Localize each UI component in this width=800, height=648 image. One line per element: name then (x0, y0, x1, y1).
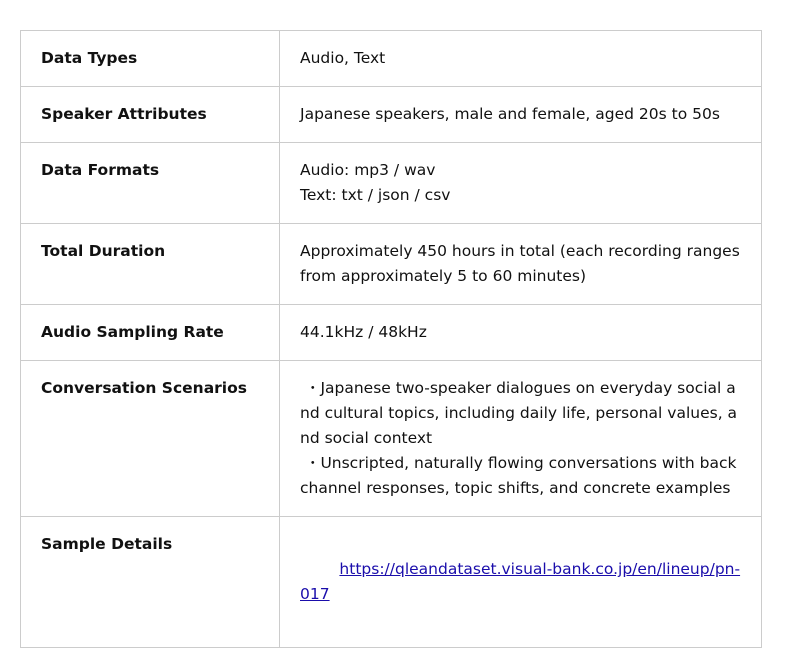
row-value-total-duration: Approximately 450 hours in total (each recording ranges from approximately 5 to 60 minutes) (280, 224, 762, 305)
row-label-data-types: Data Types (21, 31, 280, 87)
row-label-speaker-attributes: Speaker Attributes (21, 87, 280, 143)
row-value-conversation-scenarios: ・Japanese two-speaker dialogues on everyday social and cultural topics, including daily life, personal values, and social context ・Unscripted, naturally flowing conversations with backchannel responses, topic shifts, and concrete examples (280, 361, 762, 517)
table-row (21, 361, 762, 517)
row-value-sample-details (280, 517, 762, 648)
table-row (21, 305, 762, 361)
table-row (21, 143, 762, 224)
row-label-total-duration: Total Duration (21, 224, 280, 305)
sample-details-link[interactable]: https://qleandataset.visual-bank.co.jp/en/lineup/pn-017 (300, 560, 741, 603)
dataset-spec-table (20, 30, 762, 648)
row-label-audio-sampling-rate: Audio Sampling Rate (21, 305, 280, 361)
row-value-data-types: Audio, Text (280, 31, 762, 87)
row-label-sample-details: Sample Details (21, 517, 280, 648)
table-row (21, 31, 762, 87)
table-row (21, 517, 762, 648)
row-value-speaker-attributes: Japanese speakers, male and female, aged 20s to 50s (280, 87, 762, 143)
row-value-audio-sampling-rate: 44.1kHz / 48kHz (280, 305, 762, 361)
row-value-data-formats: Audio: mp3 / wav Text: txt / json / csv (280, 143, 762, 224)
row-label-conversation-scenarios: Conversation Scenarios (21, 361, 280, 517)
table-row (21, 87, 762, 143)
table-row (21, 224, 762, 305)
row-label-data-formats: Data Formats (21, 143, 280, 224)
